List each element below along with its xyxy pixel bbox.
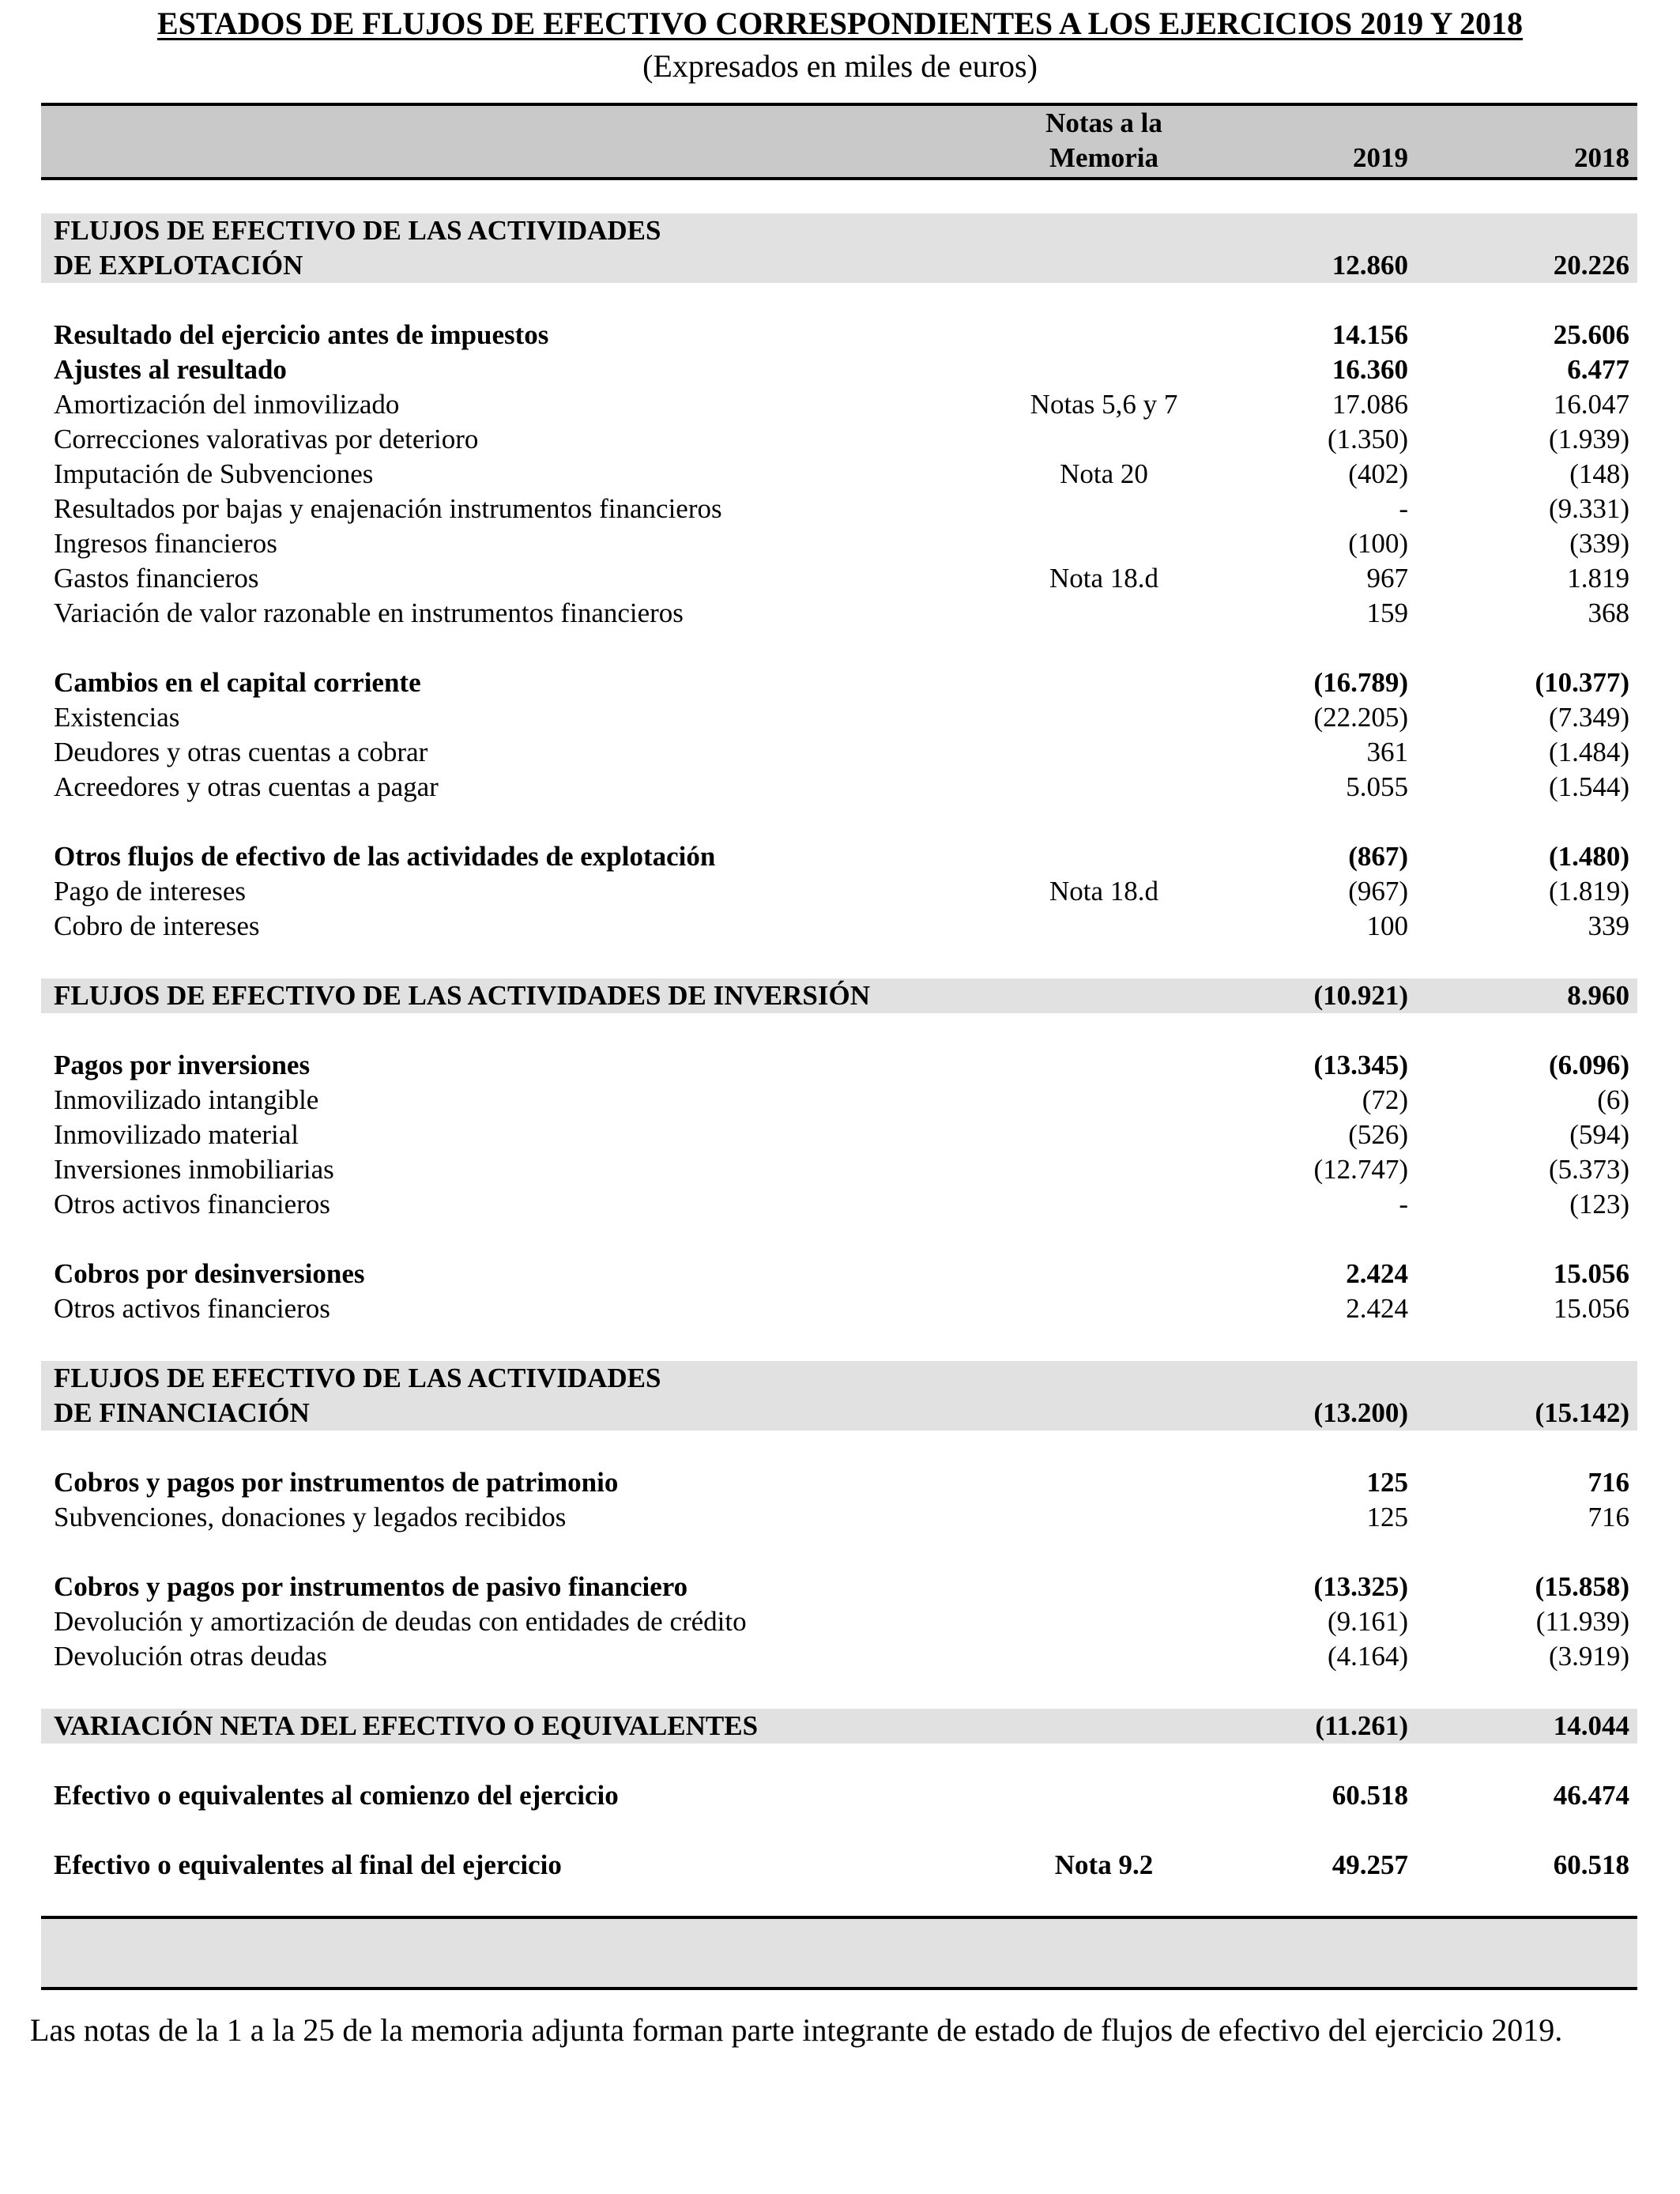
row-value-2018: (148) <box>1569 458 1629 489</box>
section-value-2019: (13.200) <box>1313 1397 1408 1428</box>
row-label: Ingresos financieros <box>54 528 277 559</box>
row-label: Efectivo o equivalentes al final del ejercicio <box>54 1849 562 1880</box>
row-value-2019: 17.086 <box>1332 389 1408 420</box>
row-value-2018: 6.477 <box>1567 354 1629 385</box>
row-value-2019: 5.055 <box>1346 771 1408 802</box>
row-label: Cobros y pagos por instrumentos de patrimonio <box>54 1467 619 1498</box>
row-label: Pago de intereses <box>54 876 246 907</box>
row-label: Cobros y pagos por instrumentos de pasivo financiero <box>54 1571 688 1602</box>
header-col-2018: 2018 <box>1574 142 1629 173</box>
row-label: Inmovilizado material <box>54 1119 299 1150</box>
row-value-2019: (100) <box>1348 528 1408 559</box>
row-note: Nota 18.d <box>1049 876 1159 907</box>
row-value-2019: (16.789) <box>1313 667 1408 698</box>
row-label: Otros flujos de efectivo de las actividades de explotación <box>54 841 716 872</box>
document-title-text: ESTADOS DE FLUJOS DE EFECTIVO CORRESPONDIENTES A LOS EJERCICIOS 2019 Y 2018 <box>156 6 1524 41</box>
row-value-2018: 716 <box>1588 1467 1629 1498</box>
row-value-2019: 49.257 <box>1332 1849 1408 1880</box>
row-value-2019: 60.518 <box>1332 1780 1408 1811</box>
row-value-2018: (6.096) <box>1548 1050 1629 1080</box>
section-title-explotacion-line2: DE EXPLOTACIÓN <box>54 250 303 281</box>
header-notes-line2: Memoria <box>1049 142 1158 173</box>
row-label: Otros activos financieros <box>54 1293 330 1324</box>
row-label: Amortización del inmovilizado <box>54 389 400 420</box>
row-value-2018: (1.939) <box>1548 424 1629 454</box>
row-value-2018: (1.819) <box>1548 876 1629 907</box>
row-value-2018: (1.480) <box>1548 841 1629 872</box>
row-value-2019: (9.161) <box>1327 1606 1408 1637</box>
row-value-2019: 159 <box>1366 598 1408 628</box>
row-label: Acreedores y otras cuentas a pagar <box>54 771 439 802</box>
row-value-2019: - <box>1399 493 1408 524</box>
section-value-2019: (10.921) <box>1313 980 1408 1011</box>
row-value-2019: (4.164) <box>1327 1641 1408 1672</box>
section-value-2018: 20.226 <box>1553 250 1629 281</box>
row-value-2018: (3.919) <box>1548 1641 1629 1672</box>
section-value-2019: (11.261) <box>1315 1710 1408 1741</box>
row-label: Inversiones inmobiliarias <box>54 1154 334 1185</box>
row-label: Variación de valor razonable en instrumentos financieros <box>54 598 684 628</box>
row-value-2019: 100 <box>1366 910 1408 941</box>
row-value-2018: 1.819 <box>1567 563 1629 594</box>
document-title <box>0 3 1680 44</box>
row-label: Imputación de Subvenciones <box>54 458 374 489</box>
row-value-2018: (10.377) <box>1535 667 1629 698</box>
row-value-2018: 60.518 <box>1553 1849 1629 1880</box>
section-value-2018: 14.044 <box>1553 1710 1629 1741</box>
row-label: Devolución otras deudas <box>54 1641 328 1672</box>
row-value-2018: 16.047 <box>1553 389 1629 420</box>
row-value-2019: (967) <box>1348 876 1408 907</box>
section-title-financiacion-line1: FLUJOS DE EFECTIVO DE LAS ACTIVIDADES <box>54 1363 661 1393</box>
row-label: Resultado del ejercicio antes de impuestos <box>54 319 549 350</box>
row-value-2019: 967 <box>1366 563 1408 594</box>
row-label: Deudores y otras cuentas a cobrar <box>54 737 428 767</box>
section-value-2018: 8.960 <box>1567 980 1629 1011</box>
row-value-2018: 339 <box>1588 910 1629 941</box>
section-title-explotacion-line1: FLUJOS DE EFECTIVO DE LAS ACTIVIDADES <box>54 215 661 246</box>
cash-flow-statement <box>41 103 1637 2000</box>
row-label: Existencias <box>54 702 180 733</box>
row-value-2018: (594) <box>1569 1119 1629 1150</box>
row-value-2019: 14.156 <box>1332 319 1408 350</box>
row-note: Nota 20 <box>1060 458 1148 489</box>
row-value-2018: (1.484) <box>1548 737 1629 767</box>
row-note: Notas 5,6 y 7 <box>1030 389 1178 420</box>
row-note: Nota 9.2 <box>1054 1849 1154 1880</box>
row-label: Devolución y amortización de deudas con entidades de crédito <box>54 1606 747 1637</box>
row-value-2018: 46.474 <box>1553 1780 1629 1811</box>
section-title-inversion: FLUJOS DE EFECTIVO DE LAS ACTIVIDADES DE INVERSIÓN <box>54 980 870 1011</box>
row-value-2019: (72) <box>1362 1084 1408 1115</box>
row-label: Ajustes al resultado <box>54 354 287 385</box>
row-label: Resultados por bajas y enajenación instrumentos financieros <box>54 493 722 524</box>
row-value-2019: 361 <box>1366 737 1408 767</box>
row-label: Inmovilizado intangible <box>54 1084 319 1115</box>
row-value-2019: 125 <box>1366 1467 1408 1498</box>
row-label: Efectivo o equivalentes al comienzo del ejercicio <box>54 1780 619 1811</box>
row-value-2018: (339) <box>1569 528 1629 559</box>
row-label: Cobro de intereses <box>54 910 260 941</box>
row-value-2019: (402) <box>1348 458 1408 489</box>
row-value-2019: (1.350) <box>1327 424 1408 454</box>
row-value-2018: 368 <box>1588 598 1629 628</box>
row-value-2018: (9.331) <box>1548 493 1629 524</box>
row-value-2018: (7.349) <box>1548 702 1629 733</box>
row-value-2018: (15.858) <box>1535 1571 1629 1602</box>
row-label: Subvenciones, donaciones y legados recibidos <box>54 1502 567 1532</box>
bottom-rule-lower <box>41 1987 1637 1990</box>
row-value-2019: 2.424 <box>1346 1258 1408 1289</box>
bottom-band <box>41 1919 1637 1987</box>
section-title-variacion: VARIACIÓN NETA DEL EFECTIVO O EQUIVALENTES <box>54 1710 759 1741</box>
row-label: Pagos por inversiones <box>54 1050 311 1080</box>
header-col-2019: 2019 <box>1353 142 1408 173</box>
row-value-2019: (867) <box>1348 841 1408 872</box>
header-rule <box>41 177 1637 180</box>
row-label: Cobros por desinversiones <box>54 1258 365 1289</box>
row-value-2019: 125 <box>1366 1502 1408 1532</box>
footnote: Las notas de la 1 a la 25 de la memoria adjunta forman parte integrante de estado de flujos de efectivo del ejercicio 2019. <box>30 2012 1563 2048</box>
section-title-financiacion-line2: DE FINANCIACIÓN <box>54 1397 310 1428</box>
row-label: Correcciones valorativas por deterioro <box>54 424 479 454</box>
document-subtitle: (Expresados en miles de euros) <box>642 48 1038 84</box>
row-value-2018: (6) <box>1597 1084 1629 1115</box>
row-value-2018: 25.606 <box>1553 319 1629 350</box>
section-value-2019: 12.860 <box>1332 250 1408 281</box>
row-value-2018: (5.373) <box>1548 1154 1629 1185</box>
row-value-2018: (1.544) <box>1548 771 1629 802</box>
row-value-2019: - <box>1399 1189 1408 1220</box>
row-note: Nota 18.d <box>1049 563 1159 594</box>
row-value-2019: 16.360 <box>1332 354 1408 385</box>
row-value-2018: (11.939) <box>1535 1606 1629 1637</box>
row-value-2019: (12.747) <box>1313 1154 1408 1185</box>
row-value-2018: 716 <box>1588 1502 1629 1532</box>
row-value-2019: 2.424 <box>1346 1293 1408 1324</box>
row-value-2018: (123) <box>1569 1189 1629 1220</box>
row-label: Otros activos financieros <box>54 1189 330 1220</box>
row-value-2019: (13.345) <box>1313 1050 1408 1080</box>
row-label: Gastos financieros <box>54 563 259 594</box>
row-value-2019: (526) <box>1348 1119 1408 1150</box>
row-value-2018: 15.056 <box>1553 1258 1629 1289</box>
row-label: Cambios en el capital corriente <box>54 667 421 698</box>
row-value-2019: (22.205) <box>1313 702 1408 733</box>
header-notes-line1: Notas a la <box>1045 107 1162 138</box>
section-value-2018: (15.142) <box>1535 1397 1629 1428</box>
row-value-2018: 15.056 <box>1553 1293 1629 1324</box>
row-value-2019: (13.325) <box>1313 1571 1408 1602</box>
